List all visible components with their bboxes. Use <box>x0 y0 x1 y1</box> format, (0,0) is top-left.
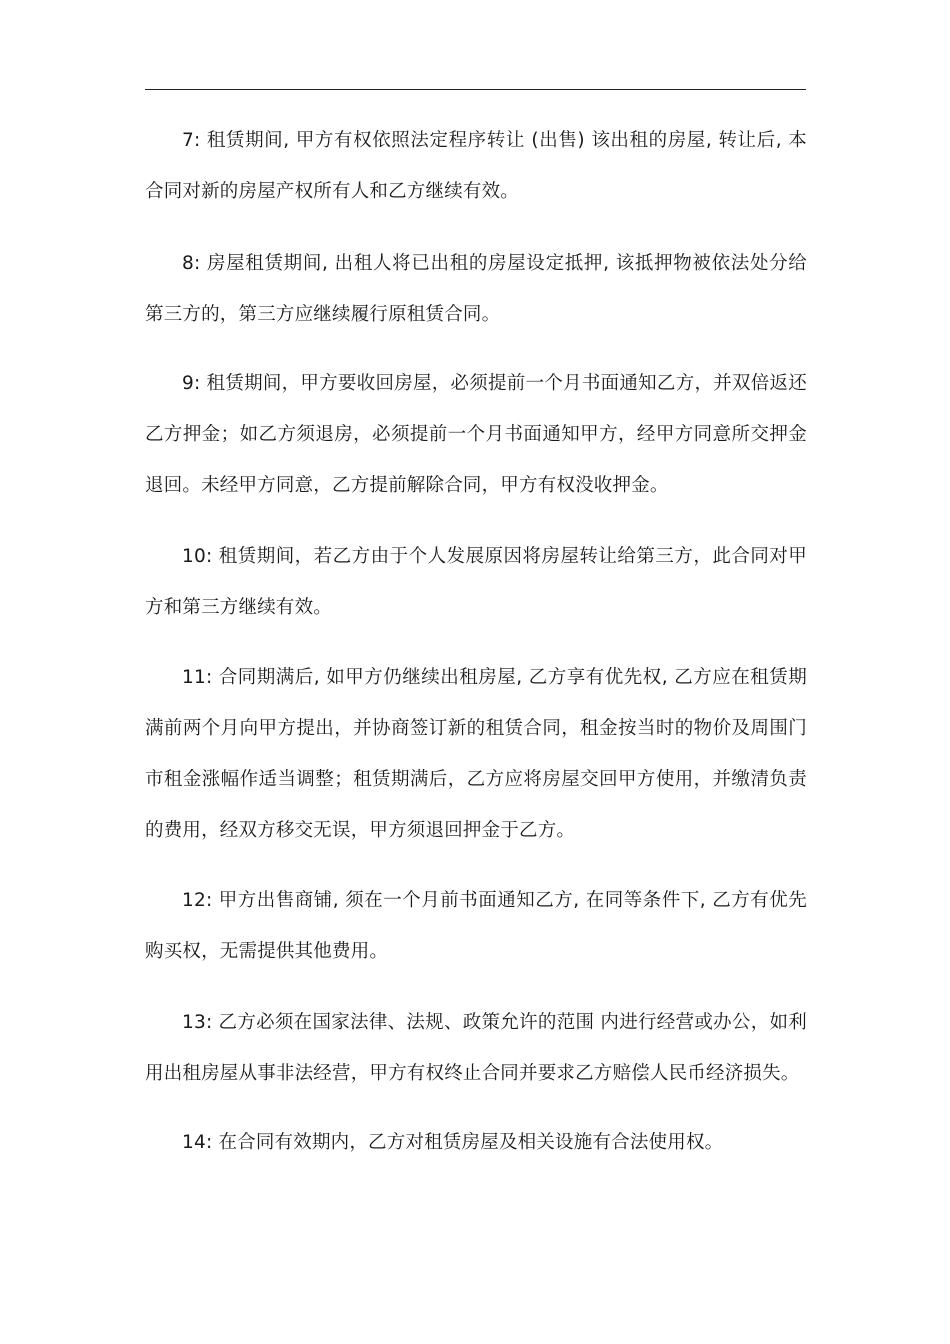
clause-8: 8: 房屋租赁期间, 出租人将已出租的房屋设定抵押, 该抵押物被依法处分给第三方的，第三方应继续履行原租赁合同。 <box>145 253 807 325</box>
clause-9: 9: 租赁期间，甲方要收回房屋，必须提前一个月书面通知乙方，并双倍返还乙方押金；如乙方须退房，必须提前一个月书面通知甲方，经甲方同意所交押金退回。未经甲方同意，乙方提前解除合同，甲方有权没收押金。 <box>145 373 807 496</box>
clause-7: 7: 租赁期间, 甲方有权依照法定程序转让 (出售) 该出租的房屋, 转让后, 本合同对新的房屋产权所有人和乙方继续有效。 <box>145 130 807 202</box>
clause-12: 12: 甲方出售商铺, 须在一个月前书面通知乙方, 在同等条件下, 乙方有优先购买权，无需提供其他费用。 <box>145 890 807 962</box>
clause-14: 14: 在合同有效期内，乙方对租赁房屋及相关设施有合法使用权。 <box>182 1132 724 1153</box>
header-rule <box>145 89 806 90</box>
clause-10: 10: 租赁期间，若乙方由于个人发展原因将房屋转让给第三方，此合同对甲方和第三方继续有效。 <box>145 546 807 618</box>
clause-11: 11: 合同期满后, 如甲方仍继续出租房屋, 乙方享有优先权, 乙方应在租赁期满前两个月向甲方提出，并协商签订新的租赁合同，租金按当时的物价及周围门市租金涨幅作适当调整；租赁期满后，乙方应将房屋交回甲方使用，并缴清负责的费用，经双方移交无误，甲方须退回押金于乙方。 <box>145 667 807 841</box>
clause-13: 13: 乙方必须在国家法律、法规、政策允许的范围 内进行经营或办公，如利用出租房屋从事非法经营，甲方有权终止合同并要求乙方赔偿人民币经济损失。 <box>145 1012 807 1084</box>
